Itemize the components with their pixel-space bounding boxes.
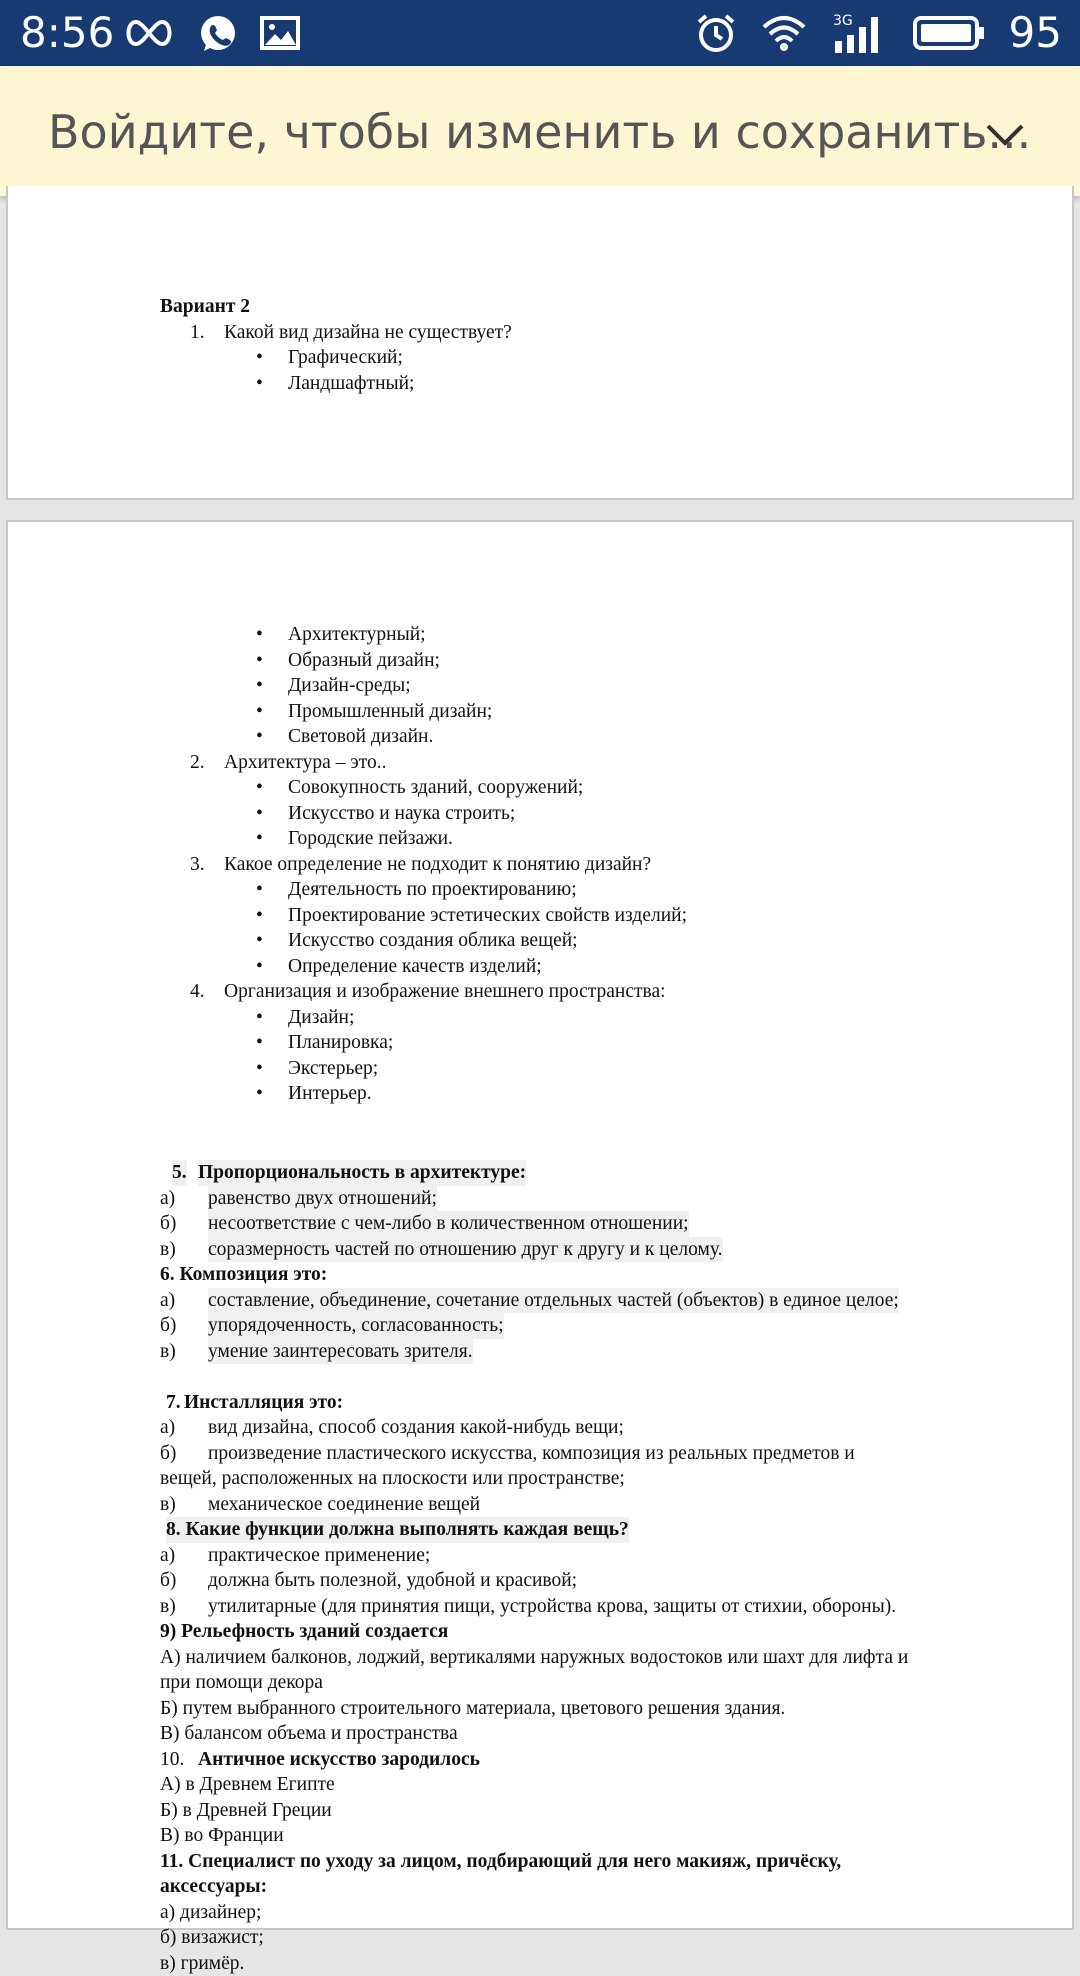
question-9: 9) Рельефность зданий создается [160, 1619, 908, 1645]
whatsapp-icon [198, 13, 238, 53]
status-left-icons [122, 10, 300, 56]
option-text: Совокупность зданий, сооружений; [288, 775, 583, 801]
option-text: Архитектурный; [288, 622, 426, 648]
question-text: Античное искусство зародилось [198, 1747, 480, 1773]
answer-text: соразмерность частей по отношению друг к другу и к целому. [208, 1237, 723, 1263]
option-text: Искусство создания облика вещей; [288, 928, 578, 954]
document-page-2: • Архитектурный; • Образный дизайн; • Дизайн-среды; • Промышленный дизайн; • Световой дизайн. 2. Архитектура – это.. • Совокупность зданий, сооружений; • Искусство и наука строить; • Городские пейзажи. 3. Какое определение не подходит к понятию дизайн? • Деятельность по проектированию; • Проектирование эстетических свойств изделий; • Искусство создания облика вещей; • Определение качеств изделий; 4. Организация и изображение внешнего пространства: • Дизайн; • Планировка; • Экстерьер; • Интерьер. 5. Пропорциональность в архитектуре: а) равенство двух отношений; б) несоответствие с чем-либо в количественном отношении; в) соразмерность частей по отношению друг к другу и к целому. 6. Композиция это: а) составление, объединение, сочетание отдельных частей (объектов) в единое целое; б) упорядоченность, согласованность; в) умение заинтересовать зрителя. 7. Инсталляция это: а) вид дизайна, способ создания какой-нибудь вещи; б) произведение пластического искусства, композиция из реальных предметов и вещей, расположенных на плоскости или пространстве; в) механическое соединение вещей 8. Какие функции должна выполнять каждая вещь? а) практическое применение; б) должна быть полезной, удобной и красивой; в) утилитарные (для принятия пищи, устройства крова, защиты от стихии, обороны). 9) Рельефность зданий создается А) наличием балконов, лоджий, вертикалями наружных водостоков или шахт для лифта и при помощи декора Б) путем выбранного строительного материала, цветового решения здания. В) балансом объема и пространства 10. Античное искусство зародилось А) в Древнем Египте Б) в Древней Греции В) во Франции 11. Специалист по уходу за лицом, подбирающий для него макияж, причёску, аксессуары: а) дизайнер; б) визажист; в) гримёр. [6, 520, 1074, 1930]
status-bar [0, 0, 1080, 66]
option-text: Промышленный дизайн; [288, 699, 492, 725]
answer-row: А) в Древнем Египте [160, 1772, 908, 1798]
option-text: Световой дизайн. [288, 724, 433, 750]
answer-row: а) вид дизайна, способ создания какой-нибудь вещи; [160, 1415, 908, 1441]
option-text: Городские пейзажи. [288, 826, 453, 852]
sign-in-banner[interactable] [0, 66, 1080, 196]
question-text: Инсталляция это: [184, 1390, 343, 1416]
answer-row: Б) путем выбранного строительного материала, цветового решения здания. [160, 1696, 908, 1722]
svg-text:3G: 3G [833, 13, 853, 29]
option-text: Проектирование эстетических свойств изделий; [288, 903, 687, 929]
answer-text: упорядоченность, согласованность; [208, 1313, 504, 1339]
answer-row: б) упорядоченность, согласованность; [160, 1313, 908, 1339]
answer-text: вид дизайна, способ создания какой-нибудь вещи; [208, 1415, 624, 1441]
banner-message[interactable]: Войдите, чтобы изменить и сохранить... [48, 102, 1031, 162]
variant-title: Вариант 2 [160, 294, 250, 320]
question-text: Организация и изображение внешнего пространства: [224, 979, 666, 1005]
option-text: Интерьер. [288, 1081, 372, 1107]
answer-text: составление, объединение, сочетание отдельных частей (объектов) в единое целое; [208, 1288, 899, 1314]
option-text: Планировка; [288, 1030, 393, 1056]
alarm-icon [695, 12, 737, 54]
battery-level: 95 [1009, 8, 1062, 58]
list-item [160, 371, 250, 397]
answer-row: а) практическое применение; [160, 1543, 908, 1569]
question-text: Какое определение не подходит к понятию дизайн? [224, 852, 651, 878]
answer-text: равенство двух отношений; [208, 1186, 437, 1212]
answer-row: а) равенство двух отношений; [160, 1186, 908, 1212]
answer-row: в) механическое соединение вещей [160, 1492, 908, 1518]
bullet: • [256, 371, 263, 397]
option-text: Образный дизайн; [288, 648, 440, 674]
question-1 [160, 320, 250, 346]
answer-row: в) умение заинтересовать зрителя. [160, 1339, 908, 1365]
option-text: Дизайн; [288, 1005, 354, 1031]
answer-text: практическое применение; [208, 1543, 430, 1569]
answer-text: произведение пластического искусства, композиция из реальных предметов и [208, 1441, 855, 1467]
option-text: Ландшафтный; [288, 371, 414, 397]
image-icon [260, 16, 300, 50]
answer-row: б) визажист; [160, 1925, 908, 1951]
answer-row: а) дизайнер; [160, 1900, 908, 1926]
answer-row: а) составление, объединение, сочетание отдельных частей (объектов) в единое целое; [160, 1288, 908, 1314]
signal-3g-icon [831, 11, 889, 55]
answer-row: В) во Франции [160, 1823, 908, 1849]
question-11: 11. Специалист по уходу за лицом, подбирающий для него макияж, причёску, [160, 1849, 908, 1875]
answer-row: А) наличием балконов, лоджий, вертикалями наружных водостоков или шахт для лифта и [160, 1645, 908, 1671]
answer-row: в) гримёр. [160, 1951, 908, 1976]
answer-row: Б) в Древней Греции [160, 1798, 908, 1824]
question-10: 10. Античное искусство зародилось [160, 1747, 908, 1773]
option-text: Определение качеств изделий; [288, 954, 542, 980]
status-time: 8:56 [20, 8, 114, 58]
page2-lettered [160, 1160, 908, 1976]
answer-text: должна быть полезной, удобной и красивой; [208, 1568, 577, 1594]
question-8 [160, 1517, 908, 1543]
question-6: 6. Композиция это: [160, 1262, 908, 1288]
question-11-continuation: аксессуары: [160, 1874, 908, 1900]
chevron-down-icon[interactable] [982, 114, 1028, 154]
page1-content [160, 294, 250, 396]
answer-row: б) произведение пластического искусства, композиция из реальных предметов и [160, 1441, 908, 1467]
question-text: Какой вид дизайна не существует? [224, 320, 512, 346]
answer-row: в) утилитарные (для принятия пищи, устройства крова, защиты от стихии, обороны). [160, 1594, 908, 1620]
spacer [160, 1364, 908, 1390]
wifi-icon [761, 13, 807, 53]
list-item [160, 345, 250, 371]
question-number: 1. [190, 320, 205, 346]
option-text: Дизайн-среды; [288, 673, 411, 699]
document-page-1 [6, 186, 1074, 500]
answer-text: несоответствие с чем-либо в количественном отношении; [208, 1211, 689, 1237]
status-right-icons [695, 8, 1062, 58]
answer-row: б) несоответствие с чем-либо в количественном отношении; [160, 1211, 908, 1237]
battery-icon [913, 14, 985, 52]
answer-text: механическое соединение вещей [208, 1492, 480, 1518]
answer-row: в) соразмерность частей по отношению друг к другу и к целому. [160, 1237, 908, 1263]
answer-continuation: вещей, расположенных на плоскости или пространстве; [160, 1466, 908, 1492]
answer-row: б) должна быть полезной, удобной и красивой; [160, 1568, 908, 1594]
answer-text: утилитарные (для принятия пищи, устройства крова, защиты от стихии, обороны). [208, 1594, 896, 1620]
option-text: Экстерьер; [288, 1056, 378, 1082]
question-text: 8. Какие функции должна выполнять каждая вещь? [166, 1517, 629, 1543]
option-text: Искусство и наука строить; [288, 801, 515, 827]
question-text: Пропорциональность в архитектуре: [198, 1160, 526, 1186]
answer-text: умение заинтересовать зрителя. [208, 1339, 473, 1365]
question-7: 7. Инсталляция это: [160, 1390, 908, 1416]
infinity-icon [122, 18, 176, 48]
option-text: Деятельность по проектированию; [288, 877, 577, 903]
bullet: • [256, 345, 263, 371]
answer-row: В) балансом объема и пространства [160, 1721, 908, 1747]
answer-row: при помощи декора [160, 1670, 908, 1696]
question-5: 5. Пропорциональность в архитектуре: [160, 1160, 908, 1186]
question-text: Архитектура – это.. [224, 750, 386, 776]
option-text: Графический; [288, 345, 403, 371]
